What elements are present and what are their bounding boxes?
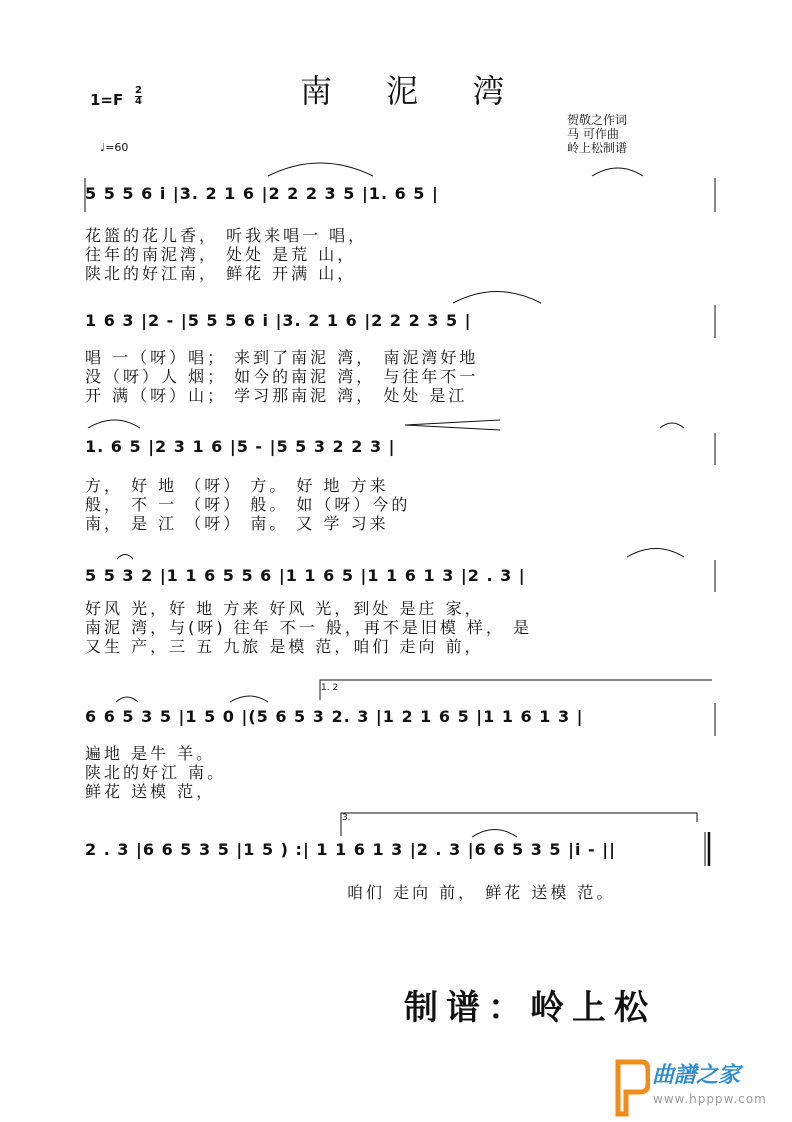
notation-row: 2 . 3 |6 6 5 3 5 |1 5 ) :| 1 1 6 1 3 |2 . 3 |6 6 5 3 5 |i - ||: [85, 840, 616, 859]
watermark-logo-icon: [612, 1058, 650, 1122]
lyric-verse-3: 南， 是 江 （呀） 南。 又 学 习来: [85, 514, 389, 533]
volta-label: 3.: [342, 813, 351, 823]
lyric-verse-2: 没（呀）人 烟； 如今的南泥 湾， 与往年不一: [85, 367, 479, 386]
transcriber-signature: 制谱：岭上松: [404, 988, 656, 1028]
slur-mark: [268, 163, 373, 176]
lyric-verse-2: 往年的南泥湾， 处处 是荒 山，: [85, 245, 357, 264]
lyric-verse-3: 开 满（呀）山； 学习那南泥 湾， 处处 是江: [85, 386, 468, 405]
notation-row: 1. 6 5 |2 3 1 6 |5 - |5 5 3 2 2 3 |: [85, 437, 396, 456]
lyric-verse-2: 南泥 湾，与(呀) 往年 不一 般，再不是旧模 样， 是: [85, 618, 533, 637]
time-signature-top: 2: [135, 85, 142, 96]
notation-row: 5 5 5 6 i |3. 2 1 6 |2 2 2 3 5 |1. 6 5 |: [85, 184, 439, 203]
key-signature: 1=F: [90, 91, 124, 109]
lyric-verse-3: 又生 产，三 五 九旅 是模 范，咱们 走向 前，: [85, 637, 484, 656]
lyric-verse-2: 般， 不 一 （呀） 般。 如（呀）今的: [85, 495, 411, 514]
notation-row: 5 5 3 2 |1 1 6 5 5 6 |1 1 6 5 |1 1 6 1 3 |2 . 3 |: [85, 566, 526, 585]
credit-composer: 马 可作曲: [567, 127, 619, 141]
lyric-verse-2: 陕北的好江 南。: [85, 763, 227, 782]
tempo-marking: ♩=60: [100, 141, 129, 154]
credit-transcriber: 岭上松制谱: [567, 141, 628, 155]
notation-row: 6 6 5 3 5 |1 5 0 |(5 6 5 3 2. 3 |1 2 1 6 5 |1 1 6 1 3 |: [85, 707, 584, 726]
lyric-verse-3: 陕北的好江南， 鲜花 开满 山，: [85, 264, 357, 283]
slur-mark: [627, 549, 684, 558]
lyric-verse-3: 鲜花 送模 范，: [85, 782, 216, 801]
watermark-name: 曲譜之家: [652, 1063, 741, 1088]
credit-lyricist: 贺敬之作词: [567, 113, 628, 127]
lyric-verse-1: 好风 光，好 地 方来 好风 光，到处 是庄 家，: [85, 599, 484, 618]
lyric-verse-1: 方， 好 地 （呀） 方。 好 地 方来: [85, 476, 389, 495]
song-title: 南 泥 湾: [300, 72, 527, 110]
volta-bracket: [320, 680, 712, 700]
slur-mark: [116, 697, 138, 702]
watermark-url: www.hpppw.com: [653, 1092, 767, 1106]
notation-row: 1 6 3 |2 - |5 5 5 6 i |3. 2 1 6 |2 2 2 3 5 |: [85, 311, 472, 330]
lyric-verse-1: 花篮的花儿香， 听我来唱一 唱，: [85, 226, 368, 245]
slur-mark: [88, 420, 140, 428]
lyric-verse-1: 咱们 走向 前， 鲜花 送模 范。: [347, 883, 616, 902]
time-signature-bottom: 4: [135, 96, 142, 107]
volta-label: 1. 2: [321, 683, 339, 693]
slur-mark: [230, 696, 268, 702]
slur-mark: [117, 555, 133, 560]
slur-mark: [592, 168, 643, 176]
slur-mark: [660, 423, 684, 428]
slur-mark: [453, 292, 541, 304]
hairpin: [405, 420, 500, 430]
lyric-verse-1: 遍地 是牛 羊。: [85, 744, 216, 763]
lyric-verse-1: 唱 一（呀）唱； 来到了南泥 湾， 南泥湾好地: [85, 348, 479, 367]
volta-bracket: [341, 813, 697, 836]
slur-mark: [472, 830, 517, 838]
